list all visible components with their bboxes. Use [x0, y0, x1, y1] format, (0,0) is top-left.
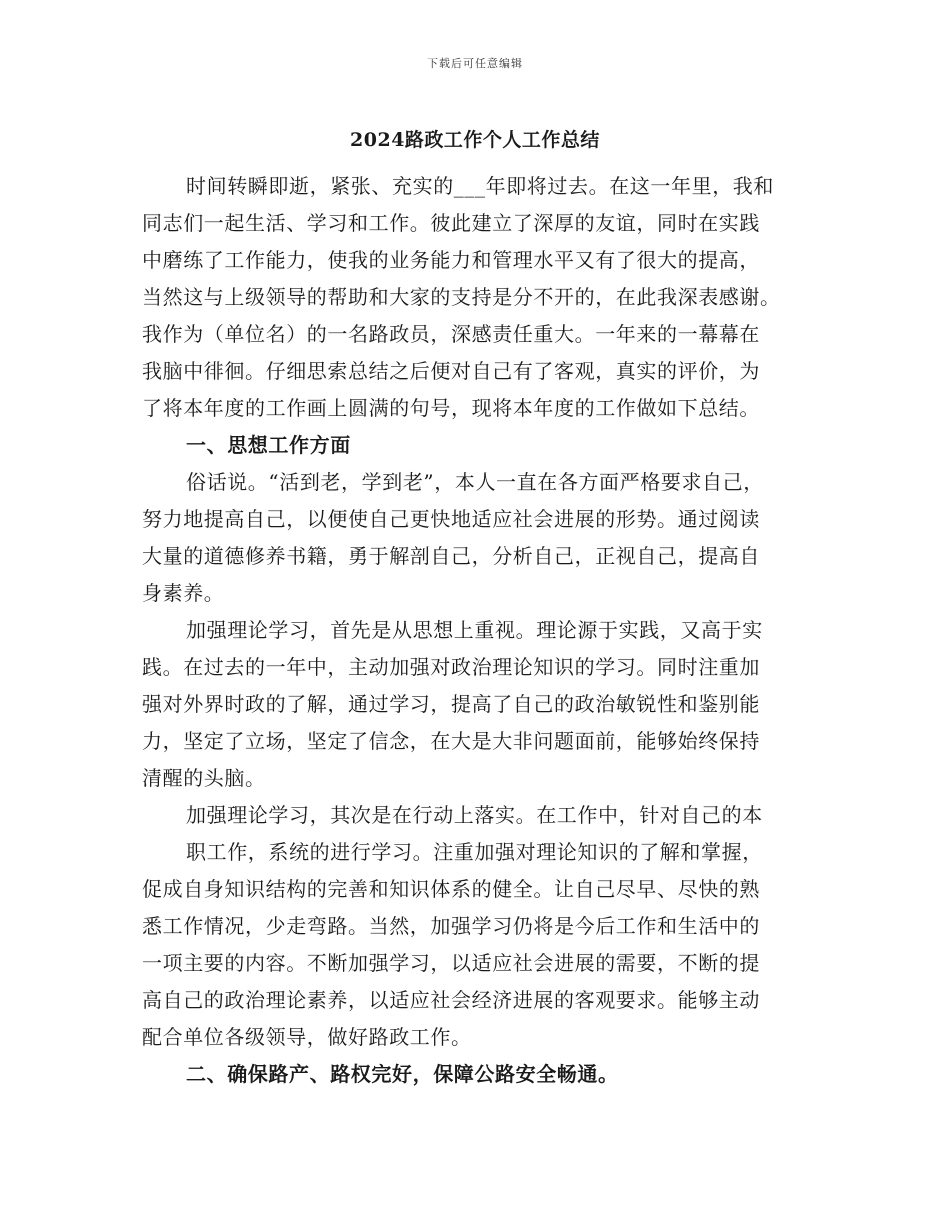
body-text-line: 了将本年度的工作画上圆满的句号，现将本年度的工作做如下总结。 — [142, 396, 760, 420]
body-text-line: 中磨练了工作能力，使我的业务能力和管理水平又有了很大的提高， — [142, 248, 760, 272]
body-text-line: 清醒的头脑。 — [142, 766, 266, 790]
body-text-line: 俗话说。“活到老，学到老”，本人一直在各方面严格要求自己， — [186, 470, 764, 494]
body-text-line: 大量的道德修养书籍，勇于解剖自己，分析自己，正视自己，提高自 — [142, 544, 760, 568]
body-text-line: 力，坚定了立场，坚定了信念，在大是大非问题面前，能够始终保持 — [142, 729, 760, 753]
body-text-line: 一项主要的内容。不断加强学习，以适应社会进展的需要，不断的提 — [142, 951, 760, 975]
document-body — [142, 172, 822, 1097]
body-text-line: 践。在过去的一年中，主动加强对政治理论知识的学习。同时注重加 — [142, 655, 760, 679]
document-title: 2024路政工作个人工作总结 — [350, 129, 600, 151]
body-text-line: 我作为（单位名）的一名路政员，深感责任重大。一年来的一幕幕在 — [142, 322, 760, 346]
body-text-line: 加强理论学习，首先是从思想上重视。理论源于实践，又高于实 — [186, 618, 763, 642]
section-heading: 一、思想工作方面 — [186, 433, 351, 457]
body-text-line: 悉工作情况，少走弯路。当然，加强学习仍将是今后工作和生活中的 — [142, 914, 760, 938]
body-text-line: 当然这与上级领导的帮助和大家的支持是分不开的，在此我深表感谢。 — [142, 285, 781, 309]
body-text-line: 我脑中徘徊。仔细思索总结之后便对自己有了客观，真实的评价，为 — [142, 359, 760, 383]
body-text-line: 努力地提高自己，以便使自己更快地适应社会进展的形势。通过阅读 — [142, 507, 760, 531]
body-text-line: 身素养。 — [142, 581, 225, 605]
body-text-line: 高自己的政治理论素养，以适应社会经济进展的客观要求。能够主动 — [142, 988, 760, 1012]
body-text-line: 配合单位各级领导，做好路政工作。 — [142, 1025, 472, 1049]
body-text-line: 加强理论学习，其次是在行动上落实。在工作中，针对自己的本 — [186, 803, 763, 827]
body-text-line: 时间转瞬即逝，紧张、充实的___年即将过去。在这一年里，我和 — [186, 174, 774, 198]
body-text-line: 促成自身知识结构的完善和知识体系的健全。让自己尽早、尽快的熟 — [142, 877, 760, 901]
section-heading: 二、确保路产、路权完好，保障公路安全畅通。 — [186, 1062, 619, 1086]
body-text-line: 职工作，系统的进行学习。注重加强对理论知识的了解和掌握， — [186, 840, 763, 864]
body-text-line: 同志们一起生活、学习和工作。彼此建立了深厚的友谊，同时在实践 — [142, 211, 760, 235]
header-note: 下载后可任意编辑 — [427, 57, 523, 70]
body-text-line: 强对外界时政的了解，通过学习，提高了自己的政治敏锐性和鉴别能 — [142, 692, 760, 716]
